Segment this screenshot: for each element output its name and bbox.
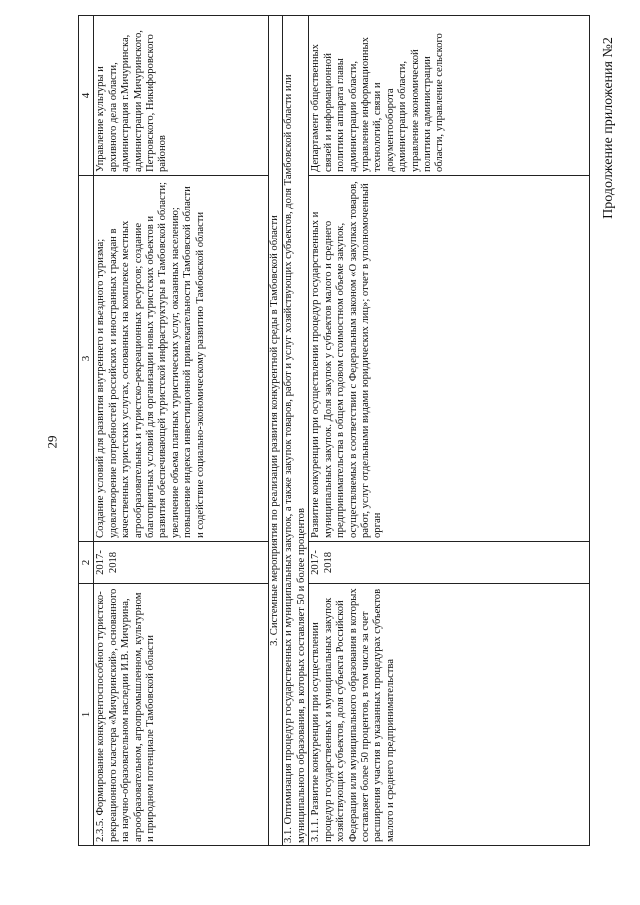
header-cell-4: 4 xyxy=(79,16,94,176)
responsible-cell: Департамент общественных связей и информационной политики аппарата главы администрации области, управление информационных технологий, связи и документооборота администрации области, управление экономической политики администрации области, управление сельского xyxy=(309,16,590,176)
page-number: 29 xyxy=(44,435,59,449)
header-cell-1: 1 xyxy=(79,584,94,846)
section-title-3: 3. Системные мероприятия по реализации развития конкурентной среды в Тамбовской области xyxy=(269,16,283,846)
table-header-row xyxy=(79,16,94,846)
responsible-cell: Управление культуры и архивного дела области, администрация г.Мичуринска, администрации Мичуринского, Петровского, Никифоровского районов xyxy=(94,16,269,176)
subsection-title-3-1: 3.1. Оптимизация процедур государственных и муниципальных закупок, а также закупок товаров, работ и услуг хозяйствующих субъектов, доля Тамбовской области или муниципального образования, в которых составляет 50 и более процентов xyxy=(283,16,309,846)
measure-name-cell: 3.1.1. Развитие конкуренции при осуществлении процедур государственных и муниципальных закупок хозяйствующих субъектов, доля субъекта Российской Федерации или муниципального образования в которых составляет более 50 процентов, в том числе за счет расширения участия в указанных процедурах субъектов малого и среднего предпринимательства xyxy=(309,584,590,846)
section-row xyxy=(269,16,283,846)
header-cell-3: 3 xyxy=(79,176,94,542)
table-row xyxy=(309,16,590,846)
continuation-title: Продолжение приложения №2 xyxy=(601,37,616,219)
table-row xyxy=(94,16,269,846)
subsection-row xyxy=(283,16,309,846)
rotated-table-container xyxy=(78,16,590,846)
results-cell: Развитие конкуренции при осуществлении процедур государственных и муниципальных закупок. Доля закупок у субъектов малого и среднего предпринимательства в общем годовом стоимостном объеме закупок, осуществляемых в соответствии с Федеральным законом «О закупках товаров, работ, услуг отдельными видами юридических лиц»; отчет в уполномоченный орган xyxy=(309,176,590,542)
header-cell-2: 2 xyxy=(79,542,94,584)
period-cell: 2017-2018 xyxy=(94,542,269,584)
measure-name-cell: 2.3.5. Формирование конкурентоспособного туристско-рекреационного кластера «Мичуринский», основанного на научно-образовательном наследии И.В. Мичурина, агрообразовательном, агропромышленном, культурном и природном потенциале Тамбовской области xyxy=(94,584,269,846)
results-cell: Создание условий для развития внутреннего и въездного туризма; удовлетворение потребностей российских и иностранных граждан в качественных туристских услугах, основанных на комплексе местных агрообразовательных и туристско-рекреационных ресурсов; создание благоприятных условий для организации новых туристских объектов и развития обеспечивающей туристской инфраструктуры в Тамбовской области; увеличение объема платных туристических услуг, оказанных населению; повышение индекса инвестиционной привлекательности Тамбовской области и содействие социально-экономическому развитию Тамбовской области xyxy=(94,176,269,542)
measures-table xyxy=(78,15,590,846)
period-cell: 2017-2018 xyxy=(309,542,590,584)
